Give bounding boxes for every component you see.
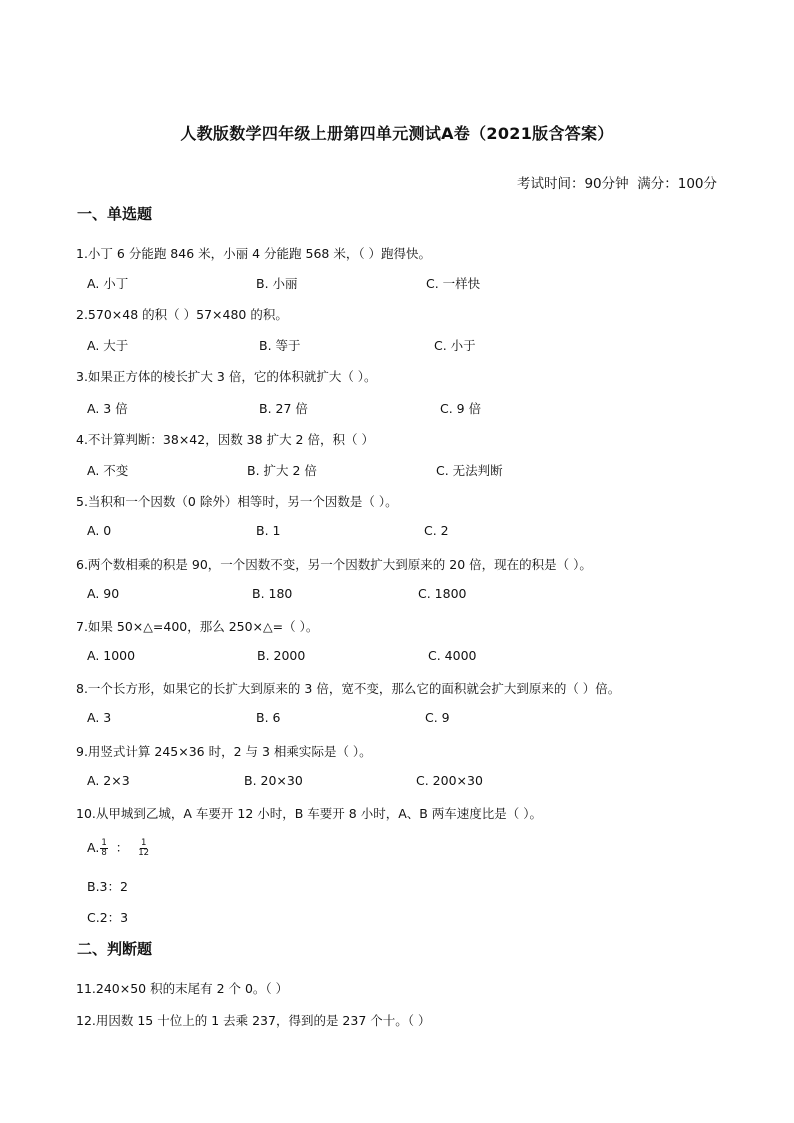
question-text: 6.两个数相乘的积是 90，一个因数不变，另一个因数扩大到原来的 20 倍，现在的积是（ ）。: [76, 557, 592, 572]
option-a-prefix: A.: [87, 840, 100, 855]
question-text: 7.如果 50×△=400，那么 250×△=（ ）。: [76, 619, 319, 634]
option-c: C. 9 倍: [440, 401, 482, 416]
question-text: 9.用竖式计算 245×36 时，2 与 3 相乘实际是（ ）。: [76, 744, 372, 759]
question-text: 2.570×48 的积（ ）57×480 的积。: [76, 307, 288, 322]
section-heading-true-false: 二、判断题: [77, 940, 153, 958]
option-a: A. 90: [87, 586, 120, 601]
option-b: B.3：2: [87, 879, 128, 894]
fraction-numerator: 1: [101, 838, 107, 848]
fraction-denominator: 12: [138, 848, 150, 858]
judge-question-text: 12.用因数 15 十位上的 1 去乘 237，得到的是 237 个十。（ ）: [76, 1013, 431, 1028]
option-a: A. 2×3: [87, 773, 130, 788]
fraction-one-twelfth: [137, 839, 150, 858]
question-text: 8.一个长方形，如果它的长扩大到原来的 3 倍，宽不变，那么它的面积就会扩大到原来的（ ）倍。: [76, 681, 621, 696]
option-c: C. 200×30: [416, 773, 483, 788]
fraction-one-eighth: [100, 839, 107, 858]
option-b: B. 6: [256, 710, 281, 725]
fraction-denominator: 8: [101, 848, 107, 858]
question-text: 5.当积和一个因数（0 除外）相等时，另一个因数是（ ）。: [76, 494, 398, 509]
option-a: A. 小丁: [87, 276, 129, 291]
option-a: [87, 838, 150, 858]
question-text: 1.小丁 6 分能跑 846 米，小丽 4 分能跑 568 米，（ ）跑得快。: [76, 246, 432, 261]
option-b: B. 27 倍: [259, 401, 308, 416]
option-b: B. 扩大 2 倍: [247, 463, 317, 478]
judge-question-text: 11.240×50 积的末尾有 2 个 0。（ ）: [76, 981, 289, 996]
question-text: 4.不计算判断：38×42，因数 38 扩大 2 倍，积（ ）: [76, 432, 374, 447]
ratio-colon: ：: [115, 840, 129, 855]
fraction-numerator: 1: [140, 838, 147, 848]
option-b: B. 等于: [259, 338, 301, 353]
option-a: A. 大于: [87, 338, 129, 353]
exam-meta: 考试时间：90分钟 满分：100分: [516, 176, 717, 192]
option-a: A. 1000: [87, 648, 136, 663]
option-c: C. 2: [424, 523, 449, 538]
option-a: A. 3 倍: [87, 401, 128, 416]
option-b: B. 20×30: [244, 773, 303, 788]
option-c: C. 一样快: [426, 276, 481, 291]
question-text: 3.如果正方体的棱长扩大 3 倍，它的体积就扩大（ ）。: [76, 369, 377, 384]
option-a: A. 0: [87, 523, 112, 538]
page-title: 人教版数学四年级上册第四单元测试A卷（2021版含答案）: [180, 124, 614, 143]
option-c: C. 4000: [428, 648, 477, 663]
option-c: C. 无法判断: [436, 463, 503, 478]
option-b: B. 2000: [257, 648, 306, 663]
option-b: B. 小丽: [256, 276, 298, 291]
option-c: C.2：3: [87, 910, 129, 925]
question-text: 10.从甲城到乙城，A 车要开 12 小时，B 车要开 8 小时，A、B 两车速度比是（ ）。: [76, 806, 543, 821]
option-b: B. 180: [252, 586, 293, 601]
option-c: C. 1800: [418, 586, 467, 601]
option-a: A. 不变: [87, 463, 129, 478]
option-c: C. 小于: [434, 338, 476, 353]
option-c: C. 9: [425, 710, 450, 725]
option-a: A. 3: [87, 710, 112, 725]
section-heading-single-choice: 一、单选题: [77, 205, 153, 223]
option-b: B. 1: [256, 523, 281, 538]
